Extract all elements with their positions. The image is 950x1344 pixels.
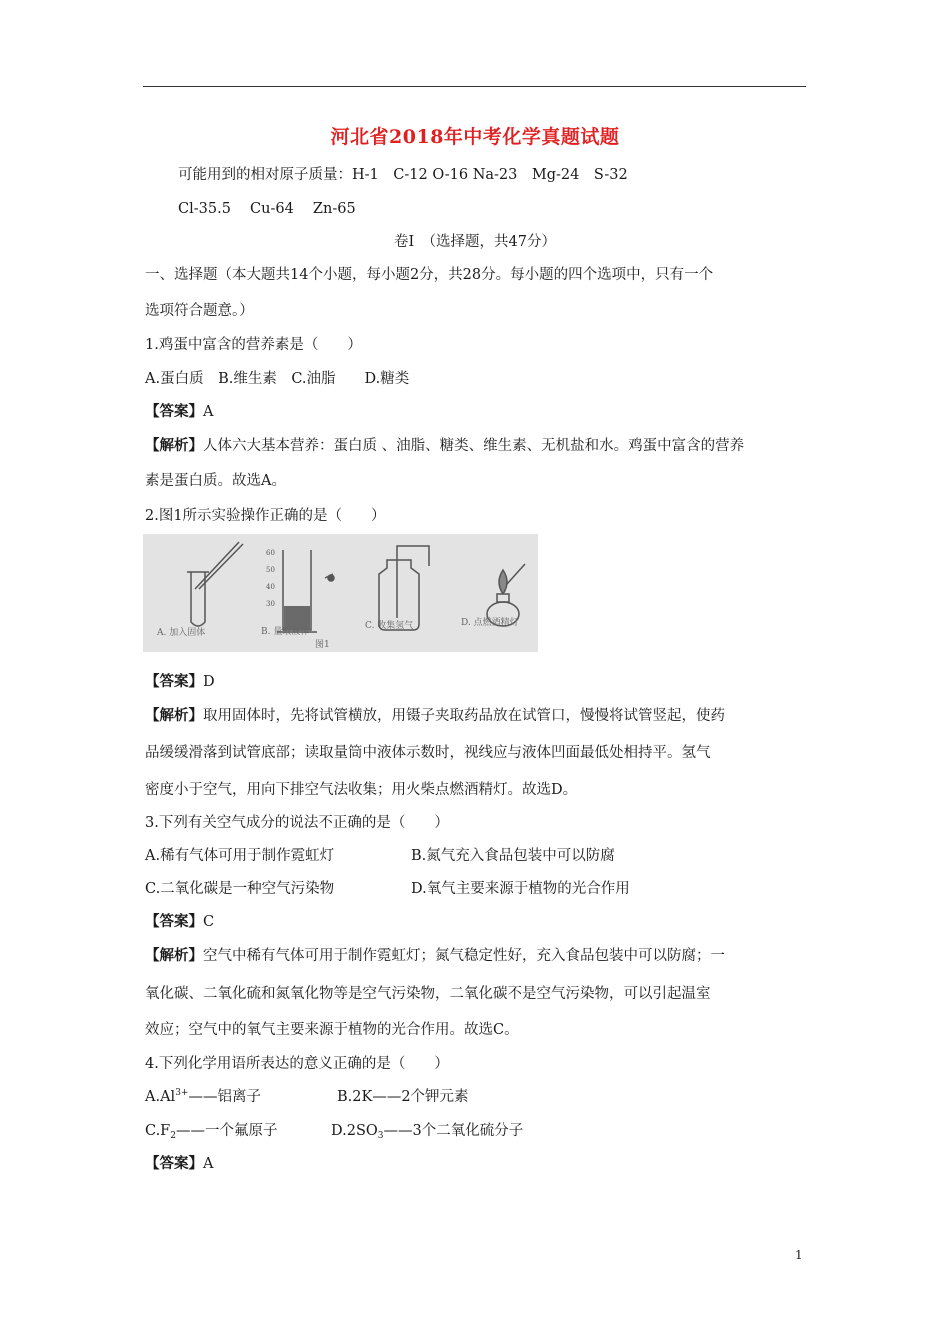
q3-option-d: D.氧气主要来源于植物的光合作用 xyxy=(411,881,630,897)
q4-option-a: $A.Al^{3+}——$铝离子 xyxy=(145,1088,261,1105)
q4-option-d: $D.2SO_3——3$个二氧化硫分子 xyxy=(331,1123,524,1141)
q4-stem: 4.下列化学用语所表达的意义正确的是（ ） xyxy=(145,1056,449,1072)
q3-options-row-1 xyxy=(145,844,615,865)
answer-value: D xyxy=(203,674,215,690)
part1-intro-line-1: 一、选择题（本大题共14个小题，每小题2分，共28分。每小题的四个选项中，只有一个 xyxy=(145,267,714,283)
q4-option-b: B.2K——2个钾元素 xyxy=(337,1089,469,1105)
q3-analysis-line-3: 效应；空气中的氧气主要来源于植物的光合作用。故选C。 xyxy=(145,1022,519,1038)
figure-1-lab-operations xyxy=(143,534,538,652)
q3-options-row-2 xyxy=(145,877,630,898)
answer-value: A xyxy=(203,404,214,420)
analysis-text: 人体六大基本营养：蛋白质 、油脂、糖类、维生素、无机盐和水。鸡蛋中富含的营养 xyxy=(203,438,745,454)
page-number: 1 xyxy=(795,1248,803,1262)
answer-value: C xyxy=(203,914,215,930)
figure-label-c: C. 收集氢气 xyxy=(365,621,414,631)
q1-options: A.蛋白质 B.维生素 C.油脂 D.糖类 xyxy=(145,371,410,387)
q4-answer xyxy=(145,1152,213,1173)
answer-label: 【答案】 xyxy=(145,673,203,690)
analysis-label: 【解析】 xyxy=(145,707,203,724)
figure-caption: 图1 xyxy=(315,640,330,650)
q1-analysis-line-2: 素是蛋白质。故选A。 xyxy=(145,473,286,489)
q1-stem: 1.鸡蛋中富含的营养素是（ ） xyxy=(145,337,362,353)
q3-answer xyxy=(145,910,214,931)
q2-stem: 2.图1所示实验操作正确的是（ ） xyxy=(145,508,386,524)
figure-label-a: A. 加入固体 xyxy=(157,628,206,638)
analysis-text: 取用固体时，先将试管横放，用镊子夹取药品放在试管口，慢慢将试管竖起，使药 xyxy=(203,708,725,724)
page-title: 河北省2018年中考化学真题试题 xyxy=(330,126,620,148)
figure-label-b: B. 量取液体 xyxy=(261,627,310,637)
analysis-label: 【解析】 xyxy=(145,437,203,454)
q4-options-row-1 xyxy=(145,1085,469,1106)
q3-stem: 3.下列有关空气成分的说法不正确的是（ ） xyxy=(145,815,449,831)
figure-label-d: D. 点燃酒精灯 xyxy=(461,618,519,628)
answer-label: 【答案】 xyxy=(145,913,203,930)
part1-intro-line-2: 选项符合题意。） xyxy=(145,303,254,319)
q2-analysis-line-2: 品缓缓滑落到试管底部；读取量筒中液体示数时，视线应与液体凹面最低处相持平。氢气 xyxy=(145,745,711,761)
q3-analysis-line-1 xyxy=(145,944,725,965)
tick-label: 40 xyxy=(266,583,275,591)
atomic-mass-line-2: Cl-35.5 Cu-64 Zn-65 xyxy=(178,201,356,217)
q2-analysis-line-3: 密度小于空气，用向下排空气法收集；用火柴点燃酒精灯。故选D。 xyxy=(145,782,578,798)
q2-answer xyxy=(145,670,215,691)
analysis-label: 【解析】 xyxy=(145,947,203,964)
answer-label: 【答案】 xyxy=(145,403,203,420)
q3-option-c: C.二氧化碳是一种空气污染物 xyxy=(145,881,335,897)
q3-option-a: A.稀有气体可用于制作霓虹灯 xyxy=(145,848,335,864)
q4-options-row-2 xyxy=(145,1119,523,1140)
q2-analysis-line-1 xyxy=(145,704,725,725)
q4-option-c: $C.F_2——$一个氟原子 xyxy=(145,1123,278,1141)
q3-option-b: B.氮气充入食品包装中可以防腐 xyxy=(411,848,615,864)
section-header: 卷Ⅰ （选择题，共47分） xyxy=(394,234,556,250)
answer-label: 【答案】 xyxy=(145,1155,203,1172)
tick-label: 30 xyxy=(266,600,275,608)
q3-analysis-line-2: 氧化碳、二氧化硫和氮氧化物等是空气污染物，二氧化碳不是空气污染物，可以引起温室 xyxy=(145,986,711,1002)
header-rule xyxy=(143,86,806,87)
q1-answer xyxy=(145,400,213,421)
answer-value: A xyxy=(203,1156,214,1172)
tick-label: 60 xyxy=(266,549,275,557)
atomic-mass-line-1: 可能用到的相对原子质量：H-1 C-12 O-16 Na-23 Mg-24 S-32 xyxy=(178,167,628,183)
analysis-text: 空气中稀有气体可用于制作霓虹灯；氮气稳定性好，充入食品包装中可以防腐；一 xyxy=(203,948,725,964)
q1-analysis-line-1 xyxy=(145,434,744,455)
tick-label: 50 xyxy=(266,566,275,574)
